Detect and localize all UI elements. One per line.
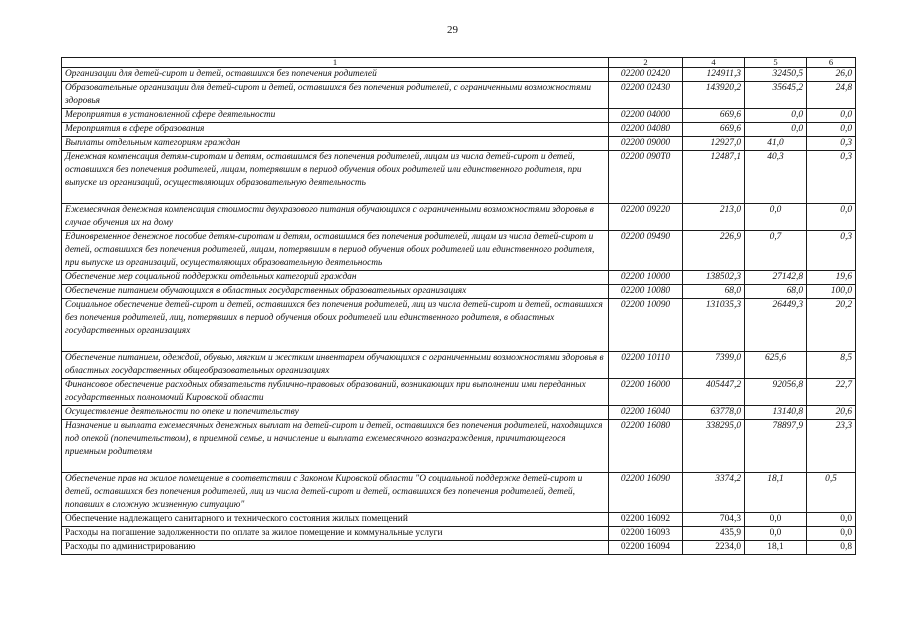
row-percent: 0,5 <box>807 473 856 513</box>
row-actual: 18,1 <box>745 473 807 513</box>
header-col-4: 4 <box>683 58 745 68</box>
row-name: Социальное обеспечение детей-сирот и детей, оставшихся без попечения родителей, лиц из числа детей-сирот и детей, оставшихся без попечения родителей, лиц, потерявших в период обучения обоих родителей или единственного родителя, в областных государственных организациях <box>62 299 609 352</box>
table-row <box>62 299 856 352</box>
row-name: Обеспечение надлежащего санитарного и технического состояния жилых помещений <box>62 513 609 527</box>
row-actual: 78897,9 <box>745 420 807 473</box>
row-plan: 7399,0 <box>683 352 745 379</box>
row-name: Финансовое обеспечение расходных обязательств публично-правовых образований, возникающих при выполнении ими переданных государственных полномочий Кировской области <box>62 379 609 406</box>
row-code: 02200 10090 <box>609 299 683 352</box>
header-col-6: 6 <box>807 58 856 68</box>
table-row <box>62 541 856 555</box>
row-code: 02200 02420 <box>609 68 683 82</box>
table-row <box>62 352 856 379</box>
table-row <box>62 123 856 137</box>
row-code: 02200 09220 <box>609 204 683 231</box>
row-name: Мероприятия в установленной сфере деятельности <box>62 109 609 123</box>
row-name: Назначение и выплата ежемесячных денежных выплат на детей-сирот и детей, оставшихся без попечения родителей, находящихся под опекой (попечительством), в приемной семье, и начисление и выплата ежемесячного вознаграждения, причитающегося приемным родителям <box>62 420 609 473</box>
row-code: 02200 090Т0 <box>609 151 683 204</box>
table-row <box>62 137 856 151</box>
table-row <box>62 82 856 109</box>
row-actual: 0,0 <box>745 109 807 123</box>
row-percent: 100,0 <box>807 285 856 299</box>
table-row <box>62 379 856 406</box>
header-col-2: 2 <box>609 58 683 68</box>
row-code: 02200 16090 <box>609 473 683 513</box>
row-plan: 669,6 <box>683 109 745 123</box>
row-plan: 213,0 <box>683 204 745 231</box>
row-plan: 138502,3 <box>683 271 745 285</box>
row-plan: 2234,0 <box>683 541 745 555</box>
row-plan: 124911,3 <box>683 68 745 82</box>
row-percent: 26,0 <box>807 68 856 82</box>
row-percent: 0,3 <box>807 137 856 151</box>
row-name: Обеспечение питанием, одеждой, обувью, мягким и жестким инвентарем обучающихся с ограниченными возможностями здоровья в областных государственных общеобразовательных организациях <box>62 352 609 379</box>
row-code: 02200 16040 <box>609 406 683 420</box>
row-name: Обеспечение прав на жилое помещение в соответствии с Законом Кировской области "О социальной поддержке детей-сирот и детей, оставшихся без попечения родителей, лиц из числа детей-сирот и детей, оставшихся без попечения родителей, детей, попавших в сложную жизненную ситуацию" <box>62 473 609 513</box>
row-plan: 143920,2 <box>683 82 745 109</box>
row-plan: 63778,0 <box>683 406 745 420</box>
row-percent: 20,2 <box>807 299 856 352</box>
row-actual: 32450,5 <box>745 68 807 82</box>
row-name: Единовременное денежное пособие детям-сиротам и детям, оставшимся без попечения родителей, лицам из числа детей-сирот и детей, оставшихся без попечения родителей, лицам, потерявшим в период обучения обоих родителей или единственного родителя, при выпуске из организаций, осуществляющих образовательную деятельность <box>62 231 609 271</box>
row-percent: 0,0 <box>807 527 856 541</box>
row-percent: 8,5 <box>807 352 856 379</box>
row-actual: 0,0 <box>745 527 807 541</box>
row-percent: 0,3 <box>807 151 856 204</box>
header-col-1: 1 <box>62 58 609 68</box>
table-row <box>62 151 856 204</box>
row-code: 02200 10110 <box>609 352 683 379</box>
row-actual: 27142,8 <box>745 271 807 285</box>
row-percent: 0,3 <box>807 231 856 271</box>
row-percent: 19,6 <box>807 271 856 285</box>
row-percent: 0,0 <box>807 123 856 137</box>
table-row <box>62 473 856 513</box>
row-name: Организации для детей-сирот и детей, оставшихся без попечения родителей <box>62 68 609 82</box>
row-name: Осуществление деятельности по опеке и попечительству <box>62 406 609 420</box>
row-actual: 0,7 <box>745 231 807 271</box>
table-row <box>62 527 856 541</box>
row-plan: 435,9 <box>683 527 745 541</box>
row-plan: 12927,0 <box>683 137 745 151</box>
row-actual: 40,3 <box>745 151 807 204</box>
row-code: 02200 09490 <box>609 231 683 271</box>
table-row <box>62 420 856 473</box>
row-percent: 24,8 <box>807 82 856 109</box>
row-plan: 12487,1 <box>683 151 745 204</box>
row-percent: 0,0 <box>807 109 856 123</box>
table-row <box>62 406 856 420</box>
page-number: 29 <box>447 24 458 36</box>
row-plan: 3374,2 <box>683 473 745 513</box>
header-col-5: 5 <box>745 58 807 68</box>
row-code: 02200 16093 <box>609 527 683 541</box>
row-code: 02200 04080 <box>609 123 683 137</box>
row-actual: 13140,8 <box>745 406 807 420</box>
row-actual: 0,0 <box>745 204 807 231</box>
row-percent: 22,7 <box>807 379 856 406</box>
table-row <box>62 109 856 123</box>
row-name: Образовательные организации для детей-сирот и детей, оставшихся без попечения родителей, с ограниченными возможностями здоровья <box>62 82 609 109</box>
row-percent: 23,3 <box>807 420 856 473</box>
row-code: 02200 16092 <box>609 513 683 527</box>
row-percent: 0,0 <box>807 204 856 231</box>
row-plan: 405447,2 <box>683 379 745 406</box>
row-actual: 92056,8 <box>745 379 807 406</box>
table-row <box>62 285 856 299</box>
row-plan: 226,9 <box>683 231 745 271</box>
row-code: 02200 10080 <box>609 285 683 299</box>
table-row <box>62 231 856 271</box>
row-code: 02200 10000 <box>609 271 683 285</box>
row-plan: 669,6 <box>683 123 745 137</box>
row-actual: 0,0 <box>745 123 807 137</box>
table-row <box>62 68 856 82</box>
row-code: 02200 04000 <box>609 109 683 123</box>
row-name: Обеспечение мер социальной поддержки отдельных категорий граждан <box>62 271 609 285</box>
row-actual: 41,0 <box>745 137 807 151</box>
row-code: 02200 16080 <box>609 420 683 473</box>
row-name: Ежемесячная денежная компенсация стоимости двухразового питания обучающихся с ограниченными возможностями здоровья в случае обучения их на дому <box>62 204 609 231</box>
row-name: Расходы по администрированию <box>62 541 609 555</box>
row-percent: 0,8 <box>807 541 856 555</box>
row-percent: 0,0 <box>807 513 856 527</box>
row-name: Расходы на погашение задолженности по оплате за жилое помещение и коммунальные услуги <box>62 527 609 541</box>
row-code: 02200 02430 <box>609 82 683 109</box>
row-plan: 131035,3 <box>683 299 745 352</box>
table-row <box>62 204 856 231</box>
row-plan: 68,0 <box>683 285 745 299</box>
row-actual: 18,1 <box>745 541 807 555</box>
table-row <box>62 513 856 527</box>
table-row <box>62 271 856 285</box>
row-name: Выплаты отдельным категориям граждан <box>62 137 609 151</box>
row-actual: 35645,2 <box>745 82 807 109</box>
row-name: Денежная компенсация детям-сиротам и детям, оставшимся без попечения родителей, лицам из числа детей-сирот и детей, оставшихся без попечения родителей, лицам, потерявшим в период обучения обоих родителей или единственного родителя, при выпуске из организаций, осуществляющих образовательную деятельность <box>62 151 609 204</box>
row-percent: 20,6 <box>807 406 856 420</box>
row-name: Мероприятия в сфере образования <box>62 123 609 137</box>
row-actual: 68,0 <box>745 285 807 299</box>
row-code: 02200 16000 <box>609 379 683 406</box>
row-code: 02200 16094 <box>609 541 683 555</box>
row-actual: 0,0 <box>745 513 807 527</box>
row-plan: 338295,0 <box>683 420 745 473</box>
budget-table <box>61 57 856 555</box>
row-actual: 26449,3 <box>745 299 807 352</box>
row-name: Обеспечение питанием обучающихся в областных государственных образовательных организациях <box>62 285 609 299</box>
row-plan: 704,3 <box>683 513 745 527</box>
header-row <box>62 58 856 68</box>
row-actual: 625,6 <box>745 352 807 379</box>
row-code: 02200 09000 <box>609 137 683 151</box>
